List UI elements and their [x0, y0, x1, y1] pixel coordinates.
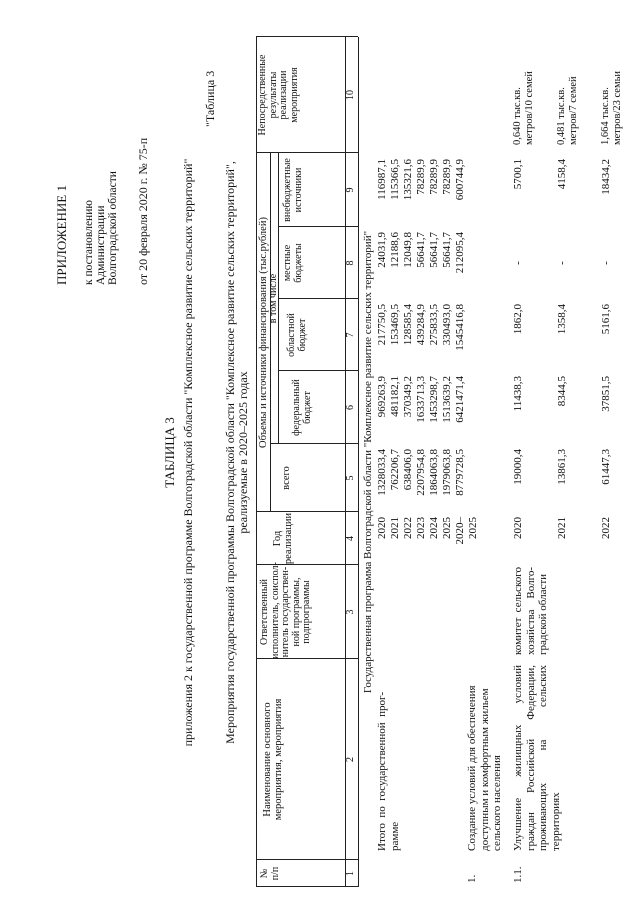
table-label: "Таблица 3 [203, 70, 217, 127]
year-cell: 2021 [556, 517, 568, 539]
main-heading: Мероприятия государственной программы Волгоградской области "Комплексное развитие сельских территорий", [223, 161, 237, 744]
value-cell: 6421471,4 [454, 376, 466, 423]
col-federal-header: федеральный бюджет [291, 379, 313, 436]
value-cell: 4158,4 [556, 159, 568, 190]
value-cell: 153469,5 [389, 304, 401, 346]
year-cell: 2020 [512, 517, 524, 539]
col-resp-header: Ответственный исполнитель, соиспол- нитель государствен- ной программы, подпрограммы [259, 562, 312, 659]
section-title: Создание условий для обеспечения доступным и комфортным жильем сельского населения [466, 685, 504, 851]
col-extra-header: внебюджетные источники [282, 158, 304, 222]
value-cell: 1358,4 [556, 304, 568, 335]
value-cell: 481182,1 [389, 376, 401, 417]
total-all [376, 449, 467, 512]
value-cell: 439284,9 [415, 304, 427, 346]
col-local-header: местные бюджеты [282, 243, 304, 283]
value-cell: 638406,0 [402, 449, 414, 491]
col-number: 7 [345, 332, 356, 338]
value-cell: 24031,9 [376, 232, 388, 268]
value-cell: 128585,4 [402, 304, 414, 346]
value-cell: 1328033,4 [376, 449, 388, 496]
administration-line: Администрации [95, 205, 107, 285]
value-cell: 19000,4 [512, 449, 524, 485]
col-regional-header: областной бюджет [286, 313, 308, 357]
value-cell: 61447,3 [600, 449, 612, 485]
value-cell: - [556, 261, 568, 265]
total-extra [376, 159, 467, 227]
value-cell: 762206,7 [389, 449, 401, 491]
total-row-label: Итого по государственной прог- рамме [376, 691, 401, 851]
col-results-header: Непосредственные результаты реализации мероприятия [257, 54, 300, 136]
item-responsible: комитет сельского хозяйства Волго-градской области [512, 567, 550, 655]
value-cell: 18434,2 [600, 159, 612, 195]
value-cell: 5161,6 [600, 304, 612, 335]
value-cell: 275833,5 [428, 304, 440, 346]
year-cell: 2023 [415, 517, 427, 539]
col-number: 4 [345, 536, 356, 541]
value-cell: 600744,9 [454, 159, 466, 201]
total-regional [376, 304, 467, 371]
resolution-line: к постановлению [83, 200, 95, 285]
col-number: 1 [345, 871, 356, 876]
value-cell: 56641,7 [441, 232, 453, 268]
year-cell: 2022 [402, 517, 414, 539]
value-cell: 135321,6 [402, 159, 414, 201]
item-name: Улучшение жилищных условий граждан Российской Федерации, проживающих на сельских территориях [512, 665, 562, 851]
value-cell: 217750,5 [376, 304, 388, 346]
section-number: 1. [466, 874, 478, 883]
col-num-header: № п/п [259, 866, 281, 881]
col-incl-header: в том числе [268, 273, 279, 324]
value-cell: 8779728,5 [454, 449, 466, 496]
col-number: 10 [345, 90, 356, 100]
total-federal [376, 376, 467, 444]
total-local [376, 232, 467, 299]
col-number: 3 [345, 609, 356, 615]
col-number: 5 [345, 475, 356, 481]
value-cell: - [512, 261, 524, 265]
year-cell: 2021 [389, 517, 401, 539]
table-title: ТАБЛИЦА 3 [162, 417, 177, 488]
year-cell: 2024 [428, 517, 440, 539]
col-number: 2 [345, 757, 356, 762]
value-cell: 12049,8 [402, 232, 414, 268]
main-heading-years: реализуемые в 2020–2025 годах [236, 371, 250, 534]
value-cell: 13861,3 [556, 449, 568, 485]
result-cell: 1,664 тыс.кв. метров/23 семьи [600, 70, 623, 145]
value-cell: 370349,2 [402, 376, 414, 418]
result-cell: 0,640 тыс.кв. метров/10 семей [512, 71, 535, 145]
value-cell: 1453298,7 [428, 376, 440, 423]
value-cell: 1545416,8 [454, 304, 466, 351]
total-years [376, 517, 479, 565]
value-cell: 1513639,2 [441, 376, 453, 423]
value-cell: 12188,6 [389, 232, 401, 268]
year-cell: 2022 [600, 517, 612, 539]
item-number: 1.1. [512, 866, 524, 883]
col-number: 6 [345, 405, 356, 410]
value-cell: 5700,1 [512, 159, 524, 190]
col-number: 9 [345, 187, 356, 193]
col-name-header: Наименование основного мероприятия, мероприятия [262, 698, 285, 821]
value-cell: 11438,3 [512, 376, 524, 412]
appendix-title: ПРИЛОЖЕНИЕ 1 [54, 185, 69, 285]
date-line: от 20 февраля 2020 г. № 75-п [136, 137, 150, 285]
value-cell: 330493,0 [441, 304, 453, 346]
value-cell: 116987,1 [376, 159, 388, 200]
value-cell: 37851,5 [600, 376, 612, 412]
value-cell: 1633713,3 [415, 376, 427, 423]
value-cell: - [600, 261, 612, 265]
col-volumes-header: Объемы и источники финансирования (тыс.рублей) [258, 217, 269, 448]
value-cell: 56641,7 [415, 232, 427, 268]
value-cell: 969263,9 [376, 376, 388, 418]
value-cell: 115366,5 [389, 159, 401, 200]
value-cell: 56641,7 [428, 232, 440, 268]
region-line: Волгоградской области [107, 171, 119, 285]
year-cell: 2020 [376, 517, 388, 539]
program-title: Государственная программа Волгоградской области "Комплексное развитие сельских территорий" [362, 230, 374, 694]
value-cell: 78289,9 [415, 159, 427, 195]
subtitle: приложения 2 к государственной программе Волгоградской области "Комплексное развитие сельских территорий" [181, 158, 195, 747]
year-cell: 2025 [441, 517, 453, 539]
value-cell: 1864063,8 [428, 449, 440, 496]
result-cell: 0,481 тыс.кв. метров/7 семей [556, 76, 579, 145]
value-cell: 212095,4 [454, 232, 466, 274]
value-cell: 78289,9 [441, 159, 453, 195]
value-cell: 1979063,8 [441, 449, 453, 496]
col-year-header: Год реализации [272, 512, 295, 565]
col-number: 8 [345, 260, 356, 266]
col-total-header: всего [281, 466, 292, 490]
value-cell: 78289,9 [428, 159, 440, 195]
value-cell: 2207954,8 [415, 449, 427, 496]
value-cell: 8344,5 [556, 376, 568, 407]
value-cell: 1862,0 [512, 304, 524, 335]
year-cell: 2020–2025 [454, 517, 479, 545]
